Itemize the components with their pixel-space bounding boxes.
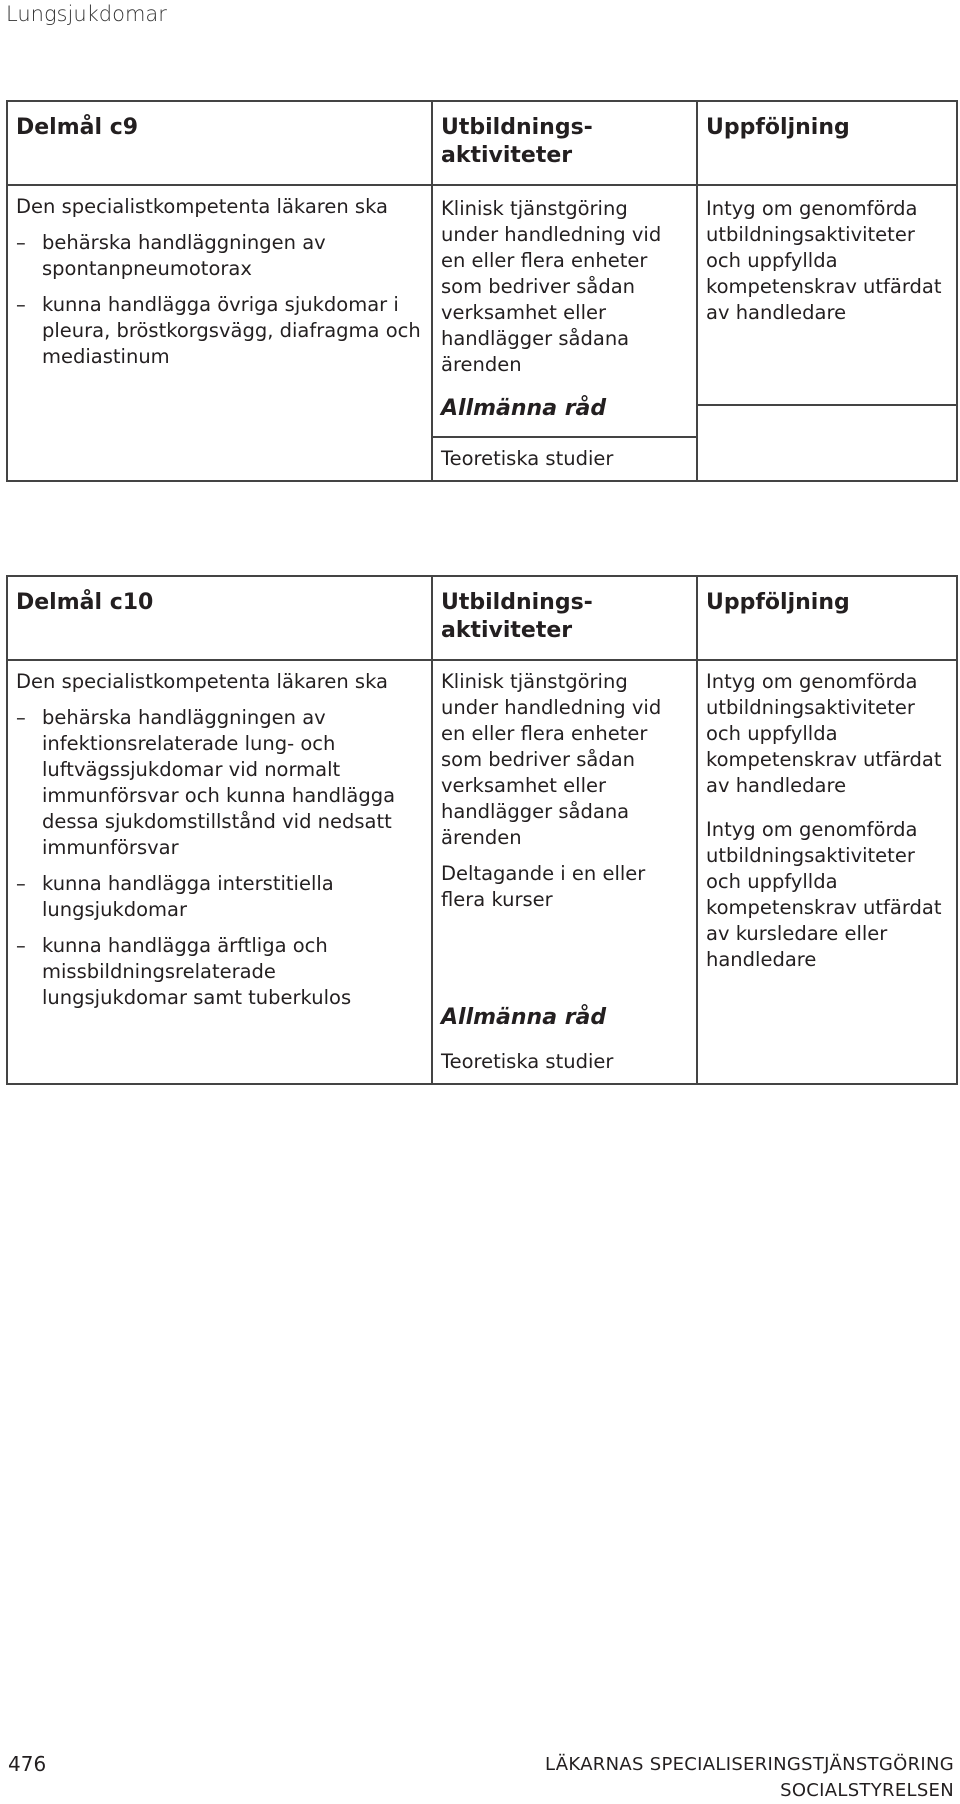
goal-list bbox=[16, 230, 423, 370]
footer-publication bbox=[545, 1752, 954, 1804]
goal-intro: Den specialistkompetenta läkaren ska bbox=[16, 195, 388, 218]
activities-header: Utbildnings- aktiviteter bbox=[432, 576, 697, 660]
goal-table-c10 bbox=[6, 575, 958, 1085]
goal-title: Delmål c10 bbox=[7, 576, 432, 660]
goal-title: Delmål c9 bbox=[7, 101, 432, 185]
followup-header: Uppföljning bbox=[697, 101, 957, 185]
activity-item: Klinisk tjänstgöring under handledning vid en eller flera enheter som bedriver sådan verksamhet eller handlägger sådana ärenden bbox=[441, 197, 662, 376]
list-item: – kunna handlägga övriga sjukdomar i pleura, bröstkorgsvägg, diafragma och mediastinum bbox=[16, 292, 423, 370]
followup-item: Intyg om genomförda utbildningsaktiviteter och uppfyllda kompetenskrav utfärdat av handledare bbox=[706, 670, 942, 797]
followup-cell bbox=[697, 185, 957, 481]
page-number: 476 bbox=[8, 1752, 47, 1776]
publisher-name: SOCIALSTYRELSEN bbox=[780, 1780, 954, 1801]
advice-text: Teoretiska studier bbox=[441, 1050, 614, 1073]
goal-table-c9 bbox=[6, 100, 958, 482]
list-item: – kunna handlägga interstitiella lungsjukdomar bbox=[16, 871, 423, 923]
activities-cell bbox=[432, 660, 697, 1084]
goal-intro: Den specialistkompetenta läkaren ska bbox=[16, 670, 388, 693]
content-row bbox=[7, 185, 957, 481]
list-item: – behärska handläggningen av infektionsrelaterade lung- och luftvägssjukdomar vid normalt immunförsvar och kunna handlägga dessa sjukdomstillstånd vid nedsatt immunförsvar bbox=[16, 705, 423, 861]
goal-description bbox=[7, 185, 432, 481]
activities-header: Utbildnings- aktiviteter bbox=[432, 101, 697, 185]
goal-list bbox=[16, 705, 423, 1011]
goal-description bbox=[7, 660, 432, 1084]
followup-item: Intyg om genomförda utbildningsaktiviteter och uppfyllda kompetenskrav utfärdat av kursledare eller handledare bbox=[706, 818, 942, 971]
header-row bbox=[7, 101, 957, 185]
activity-item: Deltagande i en eller flera kurser bbox=[441, 862, 646, 911]
publication-title: LÄKARNAS SPECIALISERINGSTJÄNSTGÖRING bbox=[545, 1754, 954, 1775]
followup-header: Uppföljning bbox=[697, 576, 957, 660]
activities-cell bbox=[432, 185, 697, 481]
followup-cell bbox=[697, 660, 957, 1084]
header-row bbox=[7, 576, 957, 660]
list-item: – kunna handlägga ärftliga och missbildningsrelaterade lungsjukdomar samt tuberkulos bbox=[16, 933, 423, 1011]
advice-text: Teoretiska studier bbox=[441, 447, 614, 470]
advice-heading: Allmänna råd bbox=[441, 1005, 607, 1030]
activities-block bbox=[433, 186, 696, 438]
followup-item: Intyg om genomförda utbildningsaktiviteter och uppfyllda kompetenskrav utfärdat av handledare bbox=[706, 197, 942, 324]
activity-item: Klinisk tjänstgöring under handledning vid en eller flera enheter som bedriver sådan verksamhet eller handlägger sådana ärenden bbox=[441, 670, 662, 849]
advice-heading: Allmänna råd bbox=[441, 396, 607, 421]
content-row bbox=[7, 660, 957, 1084]
list-item: – behärska handläggningen av spontanpneumotorax bbox=[16, 230, 423, 282]
running-head: Lungsjukdomar bbox=[6, 2, 167, 26]
